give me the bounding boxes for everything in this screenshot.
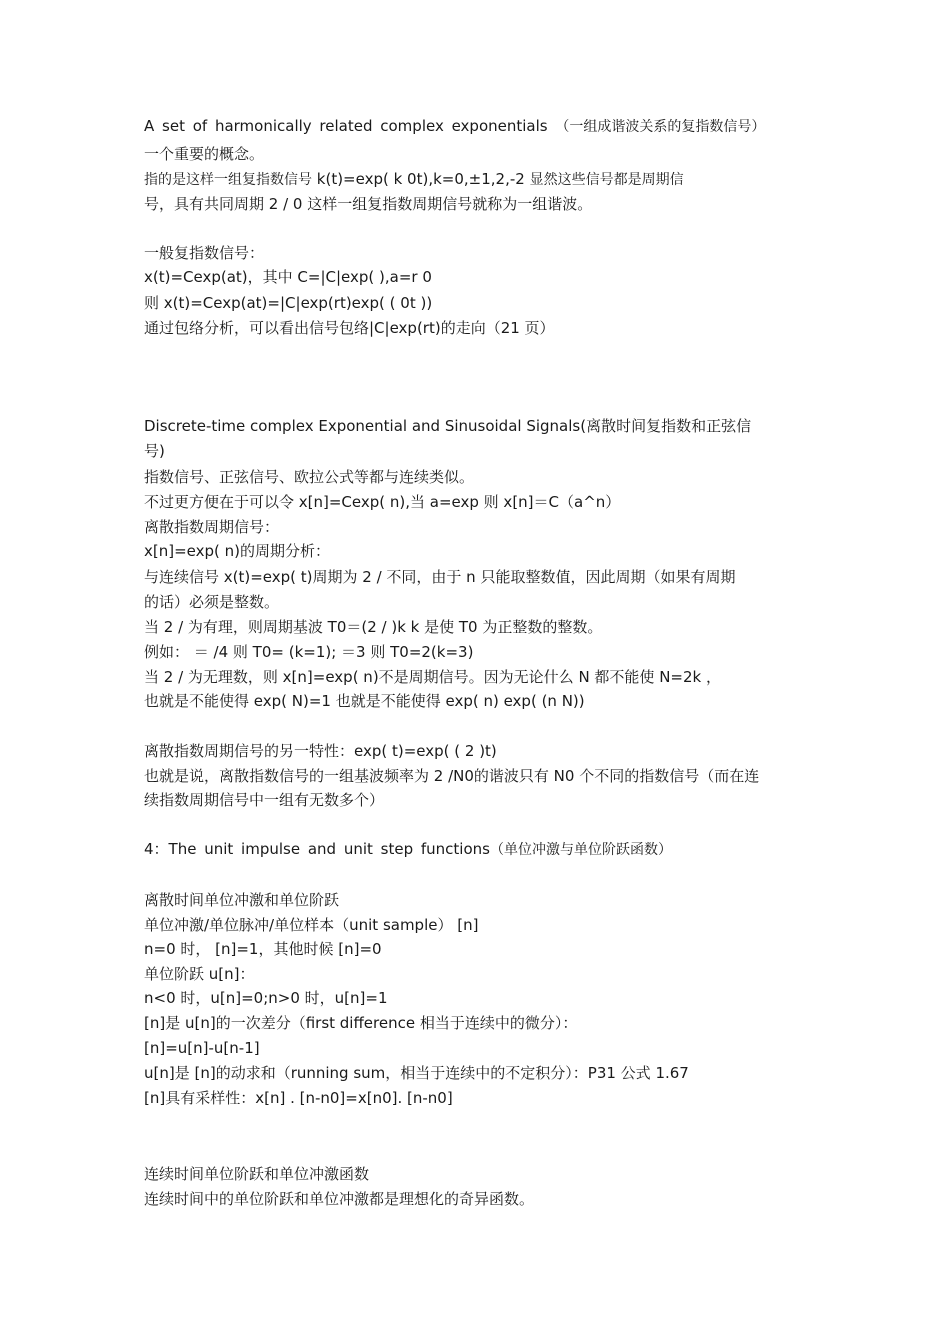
unit-step-heading: 单位阶跃 u[n]： [144,965,255,983]
discrete-periodic-heading: 离散指数周期信号： [144,518,280,536]
unit-continuous-heading: 连续时间单位阶跃和单位冲激函数 [144,1165,370,1183]
harmonic-title-en: A set of harmonically related complex exponentials [144,117,548,135]
general-heading: 一般复指数信号： [144,244,265,262]
general-formula-line: x(t)=Cexp(at)，其中 C=|C|exp( ),a=r 0 [144,268,432,286]
harmonic-period-line: 号，具有共同周期 2 / 0 这样一组复指数周期信号就称为一组谐波。 [144,195,593,213]
unit-continuous-def-line: 连续时间中的单位阶跃和单位冲激都是理想化的奇异函数。 [144,1190,535,1208]
unit-sample-line: 单位冲激/单位脉冲/单位样本（unit sample） [n] [144,916,479,934]
unit-sample-def-line: n=0 时， [n]=1，其他时候 [n]=0 [144,940,382,958]
discrete-irrational-line: 当 2 / 为无理数，则 x[n]=exp( n)不是周期信号。因为无论什么 N 都不能使 N=2k ， [144,668,721,686]
harmonic-title-zh: （一组成谐波关系的复指数信号） [555,119,766,135]
harmonic-formula: k(t)=exp( k 0t),k=0,±1,2,-2 [316,170,525,188]
discrete-harmonics-line-2: 续指数周期信号中一组有无数多个） [144,791,385,809]
discrete-convenience-line: 不过更方便在于可以令 x[n]=Cexp( n),当 a=exp 则 x[n]＝C（a^n） [144,493,621,511]
discrete-title-line: Discrete-time complex Exponential and Sinusoidal Signals(离散时间复指数和正弦信 [144,417,752,435]
unit-step-def-line: n<0 时，u[n]=0;n>0 时，u[n]=1 [144,989,388,1007]
general-envelope-line: 通过包络分析，可以看出信号包络|C|exp(rt)的走向（21 页） [144,319,555,337]
discrete-property-line: 离散指数周期信号的另一特性：exp( t)=exp( ( 2 )t) [144,742,497,760]
discrete-example-line: 例如： ＝ /4 则 T0= (k=1); ＝3 则 T0=2(k=3) [144,643,474,661]
discrete-irrational-line-2: 也就是不能使得 exp( N)=1 也就是不能使得 exp( n) exp( (n N)) [144,692,585,710]
unit-first-difference-line: [n]是 u[n]的一次差分（first difference 相当于连续中的微分）： [144,1014,578,1032]
unit-sampling-line: [n]具有采样性：x[n] . [n-n0]=x[n0]. [n-n0] [144,1089,453,1107]
discrete-title-line-2: 号) [144,442,165,460]
discrete-similarity-line: 指数信号、正弦信号、欧拉公式等都与连续类似。 [144,468,475,486]
harmonic-definition-line [144,169,684,190]
unit-heading-en: 4：The unit impulse and unit step functions [144,840,490,858]
discrete-compare-line: 与连续信号 x(t)=exp( t)周期为 2 / 不同，由于 n 只能取整数值，因此周期（如果有周期 [144,568,736,586]
harmonic-definition-tail: 显然这些信号都是周期信 [529,172,684,188]
discrete-period-analysis: x[n]=exp( n)的周期分析： [144,542,330,560]
unit-discrete-heading: 离散时间单位冲激和单位阶跃 [144,891,340,909]
unit-running-sum-line: u[n]是 [n]的动求和（running sum，相当于连续中的不定积分）：P31 公式 1.67 [144,1064,689,1082]
unit-heading-zh: （单位冲激与单位阶跃函数） [489,842,672,858]
harmonic-definition-zh: 指的是这样一组复指数信号 [144,172,312,188]
unit-heading-line [144,839,672,860]
harmonic-title-line [144,116,765,137]
discrete-harmonics-line: 也就是说，离散指数信号的一组基波频率为 2 /N0的谐波只有 N0 个不同的指数信号（而在连 [144,767,760,785]
discrete-rational-line: 当 2 / 为有理，则周期基波 T0＝(2 / )k k 是使 T0 为正整数的整数。 [144,618,603,636]
harmonic-concept-line: 一个重要的概念。 [144,145,265,163]
discrete-integer-line: 的话）必须是整数。 [144,593,280,611]
general-expansion-line: 则 x(t)=Cexp(at)=|C|exp(rt)exp( ( 0t )) [144,294,433,312]
unit-difference-formula: [n]=u[n]-u[n-1] [144,1039,260,1057]
